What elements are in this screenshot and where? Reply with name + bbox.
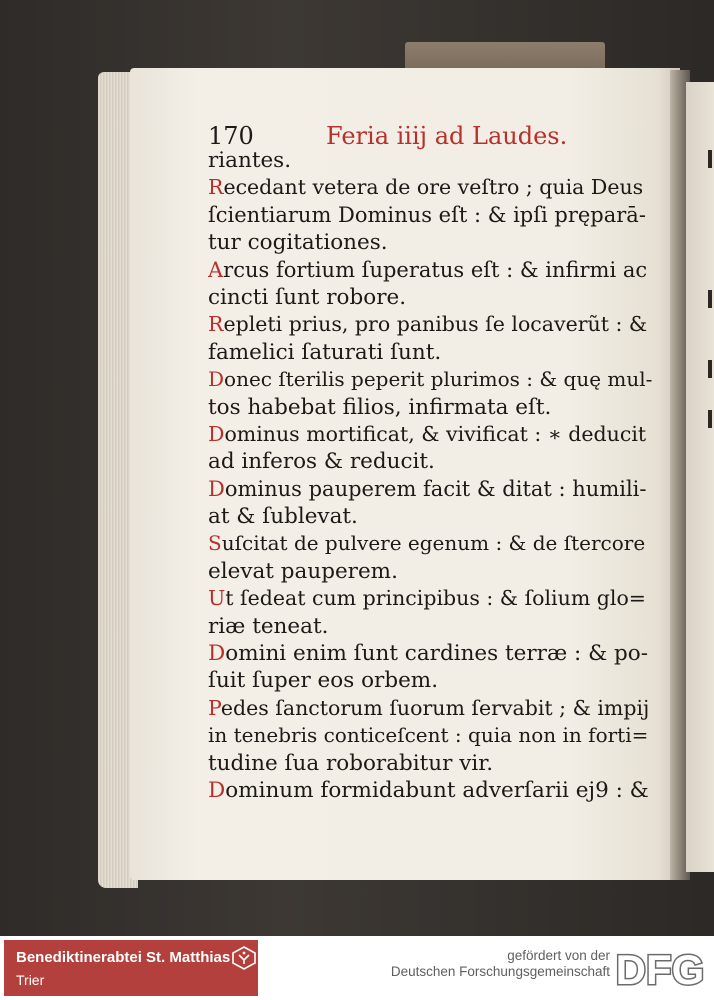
line-text: ecedant vetera de ore veſtro ; quia Deus	[223, 175, 644, 200]
line-text: uſcitat de pulvere egenum : & de ſtercore	[221, 531, 646, 556]
line-text: ominus mortificat, & vivificat : ∗ deducit	[224, 421, 647, 446]
footer-bar	[0, 936, 714, 1000]
rubric-initial: D	[208, 367, 225, 392]
facing-page-letter	[708, 150, 712, 168]
abbey-logo-icon	[232, 946, 256, 970]
text-line	[208, 394, 653, 421]
rubric-initial: R	[208, 312, 224, 337]
rubric-initial: D	[208, 476, 225, 501]
line-text: epleti prius, pro panibus ſe locaverũt : &	[223, 312, 648, 337]
text-line	[208, 558, 653, 585]
line-text: at & ſublevat.	[208, 504, 358, 530]
facing-page-letter	[708, 410, 712, 428]
text-line	[208, 476, 653, 503]
text-line	[208, 750, 653, 777]
text-line	[208, 777, 653, 804]
text-line	[208, 174, 653, 201]
line-text: tur cogitationes.	[208, 230, 388, 256]
line-text: elevat pauperem.	[208, 558, 398, 584]
funding-notice	[391, 948, 610, 980]
rubric-initial: D	[208, 641, 226, 667]
line-text: ominus pauperem facit & ditat : humili-	[224, 476, 647, 501]
line-text: onec ſterilis peperit plurimos : & quę mul-	[224, 367, 653, 392]
line-text: in tenebris conticeſcent : quia non in forti=	[208, 723, 649, 748]
line-text: riæ teneat.	[208, 613, 329, 639]
line-text: riantes.	[208, 148, 292, 173]
text-line	[208, 284, 653, 311]
text-line	[208, 147, 653, 174]
facing-page-edge	[686, 82, 714, 872]
text-line	[208, 366, 653, 393]
line-text: t ſedeat cum principibus : & ſolium glo=	[225, 586, 646, 611]
psalm-text	[208, 147, 653, 804]
text-line	[208, 448, 653, 475]
line-text: rcus fortium ſuperatus eſt : & infirmi ac	[223, 257, 648, 282]
running-title: Feria iiij ad Laudes.	[326, 122, 568, 150]
line-text: cincti ſunt robore.	[208, 284, 407, 310]
line-text: famelici ſaturati ſunt.	[208, 339, 442, 365]
line-text: ſuit ſuper eos orbem.	[208, 668, 439, 694]
funding-line-2: Deutschen Forschungsgemeinschaft	[390, 964, 610, 979]
institution-name: Benediktinerabtei St. Matthias	[16, 949, 231, 966]
line-text: edes ſanctorum ſuorum ſervabit ; & impij	[220, 695, 650, 720]
text-line	[208, 339, 653, 366]
line-text: ad inferos & reducit.	[208, 449, 435, 475]
rubric-initial: D	[208, 777, 226, 803]
line-text: tudine ſua roborabitur vir.	[208, 750, 494, 776]
facing-page-letter	[708, 290, 712, 308]
rubric-initial: D	[208, 421, 225, 446]
funding-line-1: gefördert von der	[507, 948, 610, 963]
rubric-initial: S	[208, 531, 222, 556]
line-text: tos habebat filios, infirmata eſt.	[208, 394, 552, 420]
dfg-logo-text: DFG	[615, 946, 705, 992]
text-line	[208, 202, 653, 229]
text-line	[208, 695, 653, 722]
institution-banner[interactable]	[4, 940, 258, 996]
rubric-initial: U	[208, 586, 226, 611]
text-line	[208, 257, 653, 284]
line-text: omini enim ſunt cardines terræ : & po-	[225, 641, 649, 667]
line-text: ſcientiarum Dominus eſt : & ipſi pręparā-	[208, 202, 646, 227]
institution-city: Trier	[16, 972, 45, 988]
text-line	[208, 311, 653, 338]
text-line	[208, 503, 653, 530]
text-line	[208, 667, 653, 694]
rubric-initial: A	[208, 257, 224, 282]
text-line	[208, 585, 653, 612]
line-text: ominum formidabunt adverſarii ej9 : &	[225, 777, 649, 803]
page-number: 170	[208, 122, 254, 150]
text-line	[208, 530, 653, 557]
text-line	[208, 421, 653, 448]
text-line	[208, 229, 653, 256]
text-line	[208, 640, 653, 667]
rubric-initial: R	[208, 175, 224, 200]
text-line	[208, 613, 653, 640]
rubric-initial: P	[208, 695, 221, 720]
dfg-logo[interactable]	[614, 944, 706, 992]
facing-page-letter	[708, 360, 712, 378]
text-line	[208, 722, 653, 749]
